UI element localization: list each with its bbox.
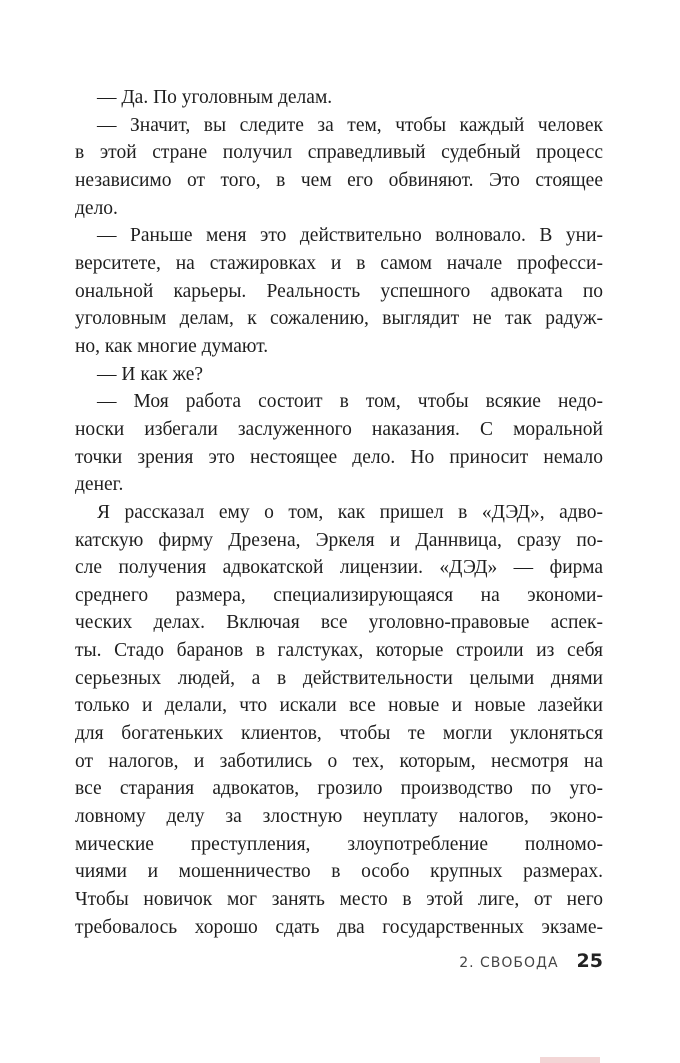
text-line: в этой стране получил справедливый судебный процесс (75, 142, 603, 164)
scan-mark (540, 1057, 600, 1063)
paragraph (75, 112, 603, 223)
paragraph (75, 499, 603, 942)
text-line: все старания адвокатов, грозило производство по уго- (75, 778, 603, 800)
chapter-title: 2. СВОБОДА (459, 955, 559, 971)
text-line: Чтобы новичок мог занять место в этой лиге, от него (75, 889, 603, 911)
text-line: носки избегали заслуженного наказания. С моральной (75, 418, 603, 440)
text-line: денег. (75, 474, 124, 496)
page-body (75, 84, 603, 941)
running-footer (459, 950, 603, 972)
text-line: — Раньше меня это действительно волновало. В уни- (97, 225, 603, 247)
text-line: дело. (75, 197, 118, 219)
text-line: среднего размера, специализирующаяся на экономи- (75, 584, 603, 606)
paragraph (75, 84, 603, 112)
text-line: — Моя работа состоит в том, чтобы всякие недо- (97, 391, 603, 413)
text-line: — И как же? (97, 363, 204, 385)
text-line: уголовным делам, к сожалению, выглядит не так радуж- (75, 308, 603, 330)
text-line: верситете, на стажировках и в самом начале професси- (75, 252, 603, 274)
paragraph (75, 388, 603, 499)
text-line: точки зрения это нестоящее дело. Но приносит немало (75, 446, 603, 468)
text-line: Я рассказал ему о том, как пришел в «ДЭД», адво- (97, 501, 603, 523)
text-line: от налогов, и заботились о тех, которым, несмотря на (75, 750, 603, 772)
text-line: для богатеньких клиентов, чтобы те могли уклоняться (75, 723, 603, 745)
text-line: ловному делу за злостную неуплату налогов, эконо- (75, 806, 603, 828)
page-number: 25 (576, 950, 603, 972)
text-line: только и делали, что искали все новые и новые лазейки (75, 695, 603, 717)
text-line: ональной карьеры. Реальность успешного адвоката по (75, 280, 603, 302)
text-line: мические преступления, злоупотребление полномо- (75, 833, 603, 855)
text-line: катскую фирму Дрезена, Эркеля и Даннвица, сразу по- (75, 529, 603, 551)
text-line: ты. Стадо баранов в галстуках, которые строили из себя (75, 640, 603, 662)
text-line: независимо от того, в чем его обвиняют. Это стоящее (75, 169, 603, 191)
text-line: требовалось хорошо сдать два государственных экзаме- (75, 916, 603, 938)
text-line: ческих делах. Включая все уголовно-правовые аспек- (75, 612, 603, 634)
paragraph (75, 361, 603, 389)
text-line: серьезных людей, а в действительности целыми днями (75, 667, 603, 689)
text-line: — Да. По уголовным делам. (97, 87, 333, 108)
text-line: сле получения адвокатской лицензии. «ДЭД» — фирма (75, 557, 603, 579)
paragraph (75, 222, 603, 360)
text-line: но, как многие думают. (75, 335, 269, 357)
text-line: чиями и мошенничество в особо крупных размерах. (75, 861, 603, 883)
text-line: — Значит, вы следите за тем, чтобы каждый человек (97, 114, 603, 136)
